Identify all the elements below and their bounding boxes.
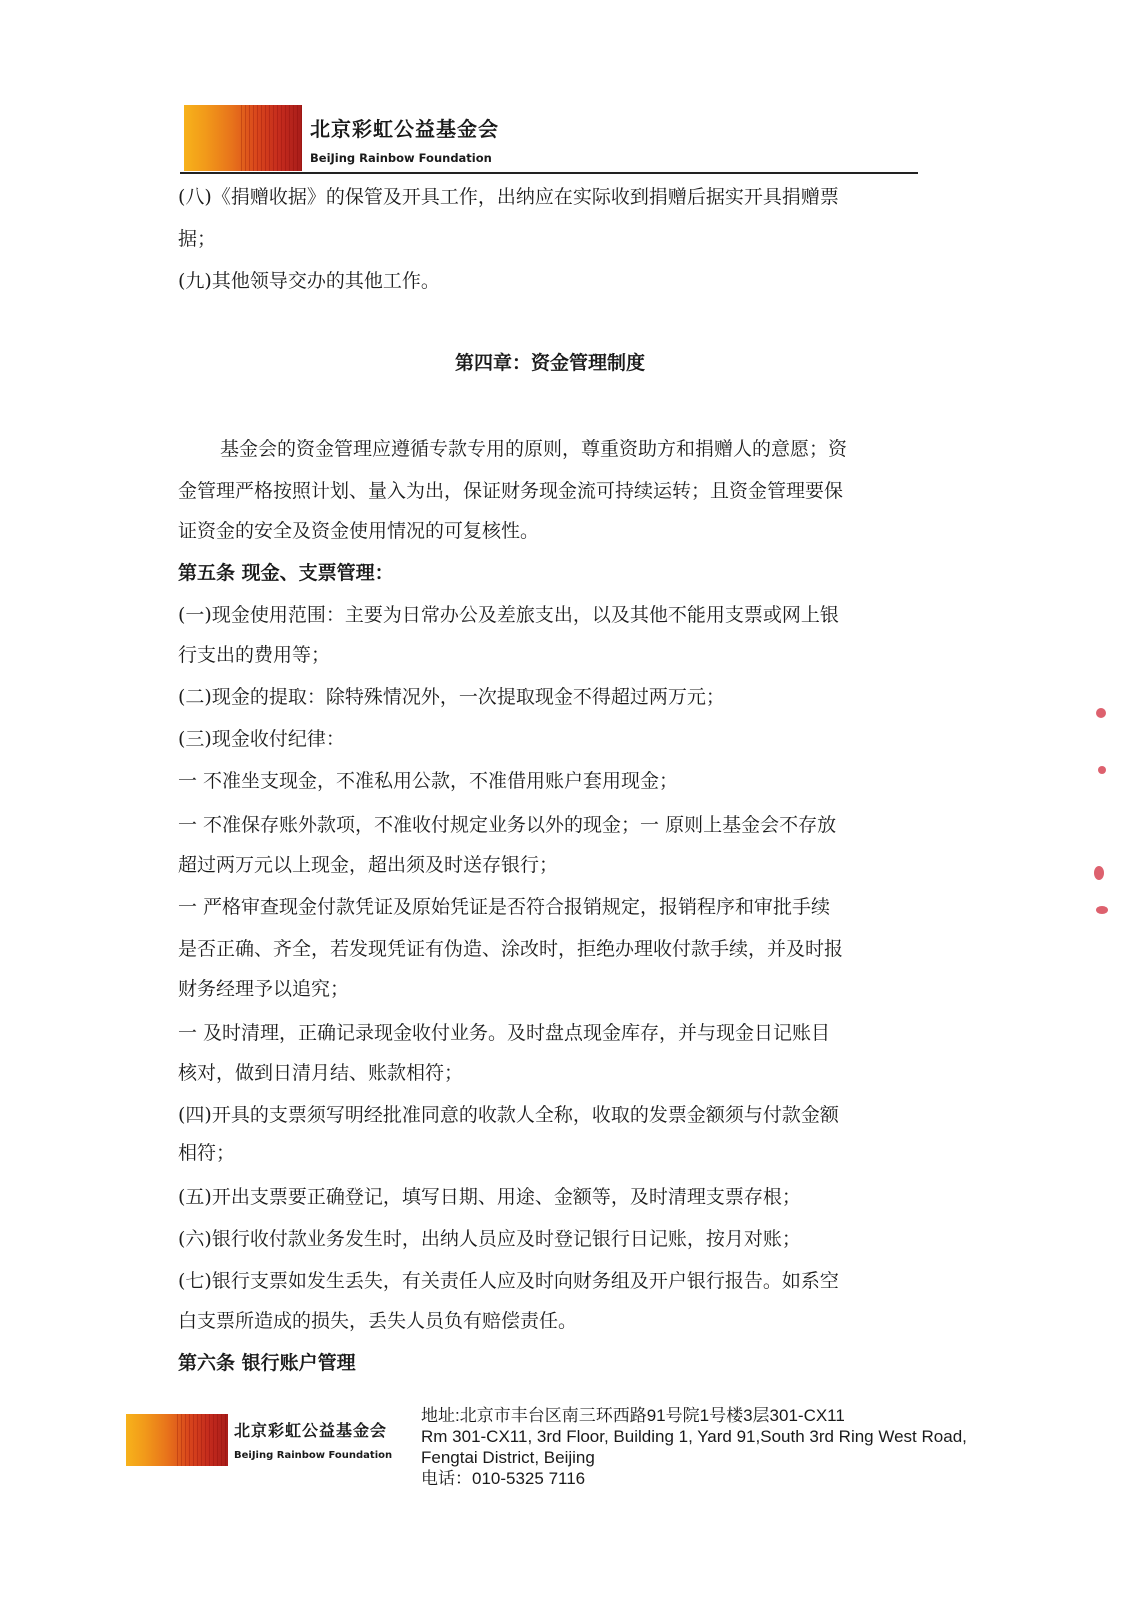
article-5-title: 第五条 现金、支票管理： [178, 562, 394, 584]
paragraph-line: (六)银行收付款业务发生时，出纳人员应及时登记银行日记账，按月对账； [178, 1228, 801, 1250]
paragraph-line: 据； [178, 228, 217, 250]
logo-stripes [174, 1414, 228, 1466]
address-en-line2: Fengtai District, Beijing [421, 1448, 595, 1467]
header-logo [184, 105, 499, 171]
stamp-fragment [1098, 766, 1106, 774]
paragraph-line: (二)现金的提取：除特殊情况外，一次提取现金不得超过两万元； [178, 686, 725, 708]
stamp-fragment [1096, 906, 1108, 914]
footer-org-name-en: BeiJing Rainbow Foundation [234, 1450, 393, 1461]
article-6-title: 第六条 银行账户管理 [178, 1352, 356, 1374]
address-cn: 地址:北京市丰台区南三环西路91号院1号楼3层301-CX11 [421, 1406, 845, 1425]
paragraph-line: 基金会的资金管理应遵循专款专用的原则，尊重资助方和捐赠人的意愿；资 [220, 438, 848, 460]
paragraph-line: (九)其他领导交办的其他工作。 [178, 270, 440, 292]
rule-item: 财务经理予以追究； [178, 978, 350, 1000]
rule-item: 一 及时清理，正确记录现金收付业务。及时盘点现金库存，并与现金日记账目 [178, 1022, 831, 1044]
rule-item: 一 不准坐支现金，不准私用公款，不准借用账户套用现金； [178, 770, 679, 792]
paragraph-line: (四)开具的支票须写明经批准同意的收款人全称，收取的发票金额须与付款金额 [178, 1104, 839, 1126]
phone-number: 电话：010-5325 7116 [421, 1469, 586, 1488]
logo-stripes [238, 105, 302, 171]
paragraph-line: 行支出的费用等； [178, 644, 331, 666]
chapter-title: 第四章：资金管理制度 [454, 352, 645, 374]
header-divider [180, 172, 918, 174]
footer-org-name-cn: 北京彩虹公益基金会 [234, 1421, 388, 1440]
stamp-fragment [1096, 708, 1106, 718]
header-org-name-cn: 北京彩虹公益基金会 [310, 117, 499, 141]
header-org-name-en: BeiJing Rainbow Foundation [310, 151, 492, 165]
address-en-line1: Rm 301-CX11, 3rd Floor, Building 1, Yard 91,South 3rd Ring West Road, [421, 1427, 967, 1446]
paragraph-line: (五)开出支票要正确登记，填写日期、用途、金额等，及时清理支票存根； [178, 1186, 801, 1208]
paragraph-line: (三)现金收付纪律： [178, 728, 345, 750]
rule-item: 是否正确、齐全，若发现凭证有伪造、涂改时，拒绝办理收付款手续，并及时报 [178, 938, 844, 960]
paragraph-line: 相符； [178, 1142, 236, 1164]
paragraph-line: 证资金的安全及资金使用情况的可复核性。 [178, 520, 540, 542]
footer-address-block [421, 1405, 967, 1489]
paragraph-line: 白支票所造成的损失，丢失人员负有赔偿责任。 [178, 1310, 578, 1332]
footer-logo [126, 1414, 396, 1466]
paragraph-line: (一)现金使用范围：主要为日常办公及差旅支出，以及其他不能用支票或网上银 [178, 604, 839, 626]
paragraph-line: (八)《捐赠收据》的保管及开具工作，出纳应在实际收到捐赠后据实开具捐赠票 [178, 186, 839, 208]
stamp-fragment [1094, 866, 1104, 880]
rule-item: 一 不准保存账外款项，不准收付规定业务以外的现金；一 原则上基金会不存放 [178, 814, 837, 836]
paragraph-line: (七)银行支票如发生丢失，有关责任人应及时向财务组及开户银行报告。如系空 [178, 1270, 839, 1292]
rule-item: 超过两万元以上现金，超出须及时送存银行； [178, 854, 559, 876]
rule-item: 核对，做到日清月结、账款相符； [178, 1062, 464, 1084]
rule-item: 一 严格审查现金付款凭证及原始凭证是否符合报销规定，报销程序和审批手续 [178, 896, 831, 918]
paragraph-line: 金管理严格按照计划、量入为出，保证财务现金流可持续运转；且资金管理要保 [178, 480, 844, 502]
